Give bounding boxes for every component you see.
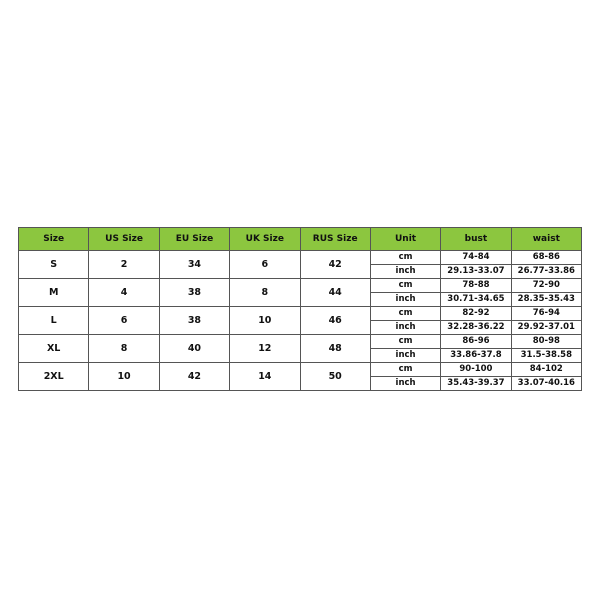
rus-size-cell: 42	[300, 251, 370, 279]
unit-cell: cm	[370, 279, 440, 293]
eu-size-cell: 38	[159, 279, 229, 307]
bust-cell: 33.86-37.8	[441, 349, 511, 363]
waist-cell: 68-86	[511, 251, 581, 265]
uk-size-cell: 8	[230, 279, 300, 307]
waist-cell: 84-102	[511, 363, 581, 377]
bust-cell: 30.71-34.65	[441, 293, 511, 307]
rus-size-cell: 46	[300, 307, 370, 335]
uk-size-cell: 14	[230, 363, 300, 391]
bust-cell: 90-100	[441, 363, 511, 377]
us-size-cell: 8	[89, 335, 159, 363]
header-uk-size: UK Size	[230, 228, 300, 251]
rus-size-cell: 44	[300, 279, 370, 307]
bust-cell: 78-88	[441, 279, 511, 293]
size-cell: M	[19, 279, 89, 307]
header-row	[19, 228, 582, 251]
bust-cell: 74-84	[441, 251, 511, 265]
header-unit: Unit	[370, 228, 440, 251]
unit-cell: cm	[370, 363, 440, 377]
bust-cell: 32.28-36.22	[441, 321, 511, 335]
waist-cell: 29.92-37.01	[511, 321, 581, 335]
unit-cell: inch	[370, 265, 440, 279]
size-cell: L	[19, 307, 89, 335]
table-row	[19, 307, 582, 321]
us-size-cell: 4	[89, 279, 159, 307]
unit-cell: inch	[370, 349, 440, 363]
unit-cell: inch	[370, 377, 440, 391]
unit-cell: cm	[370, 251, 440, 265]
header-eu-size: EU Size	[159, 228, 229, 251]
size-cell: XL	[19, 335, 89, 363]
size-cell: 2XL	[19, 363, 89, 391]
us-size-cell: 2	[89, 251, 159, 279]
rus-size-cell: 48	[300, 335, 370, 363]
bust-cell: 82-92	[441, 307, 511, 321]
size-chart-table	[18, 227, 582, 391]
eu-size-cell: 34	[159, 251, 229, 279]
eu-size-cell: 42	[159, 363, 229, 391]
waist-cell: 26.77-33.86	[511, 265, 581, 279]
table-row	[19, 363, 582, 377]
table-row	[19, 251, 582, 265]
waist-cell: 28.35-35.43	[511, 293, 581, 307]
unit-cell: inch	[370, 321, 440, 335]
eu-size-cell: 38	[159, 307, 229, 335]
header-waist: waist	[511, 228, 581, 251]
uk-size-cell: 10	[230, 307, 300, 335]
header-rus-size: RUS Size	[300, 228, 370, 251]
header-bust: bust	[441, 228, 511, 251]
table-row	[19, 279, 582, 293]
waist-cell: 33.07-40.16	[511, 377, 581, 391]
header-us-size: US Size	[89, 228, 159, 251]
waist-cell: 31.5-38.58	[511, 349, 581, 363]
eu-size-cell: 40	[159, 335, 229, 363]
unit-cell: cm	[370, 335, 440, 349]
rus-size-cell: 50	[300, 363, 370, 391]
us-size-cell: 6	[89, 307, 159, 335]
us-size-cell: 10	[89, 363, 159, 391]
header-size: Size	[19, 228, 89, 251]
waist-cell: 76-94	[511, 307, 581, 321]
waist-cell: 72-90	[511, 279, 581, 293]
uk-size-cell: 6	[230, 251, 300, 279]
unit-cell: inch	[370, 293, 440, 307]
bust-cell: 29.13-33.07	[441, 265, 511, 279]
uk-size-cell: 12	[230, 335, 300, 363]
bust-cell: 35.43-39.37	[441, 377, 511, 391]
waist-cell: 80-98	[511, 335, 581, 349]
unit-cell: cm	[370, 307, 440, 321]
size-cell: S	[19, 251, 89, 279]
table-row	[19, 335, 582, 349]
bust-cell: 86-96	[441, 335, 511, 349]
